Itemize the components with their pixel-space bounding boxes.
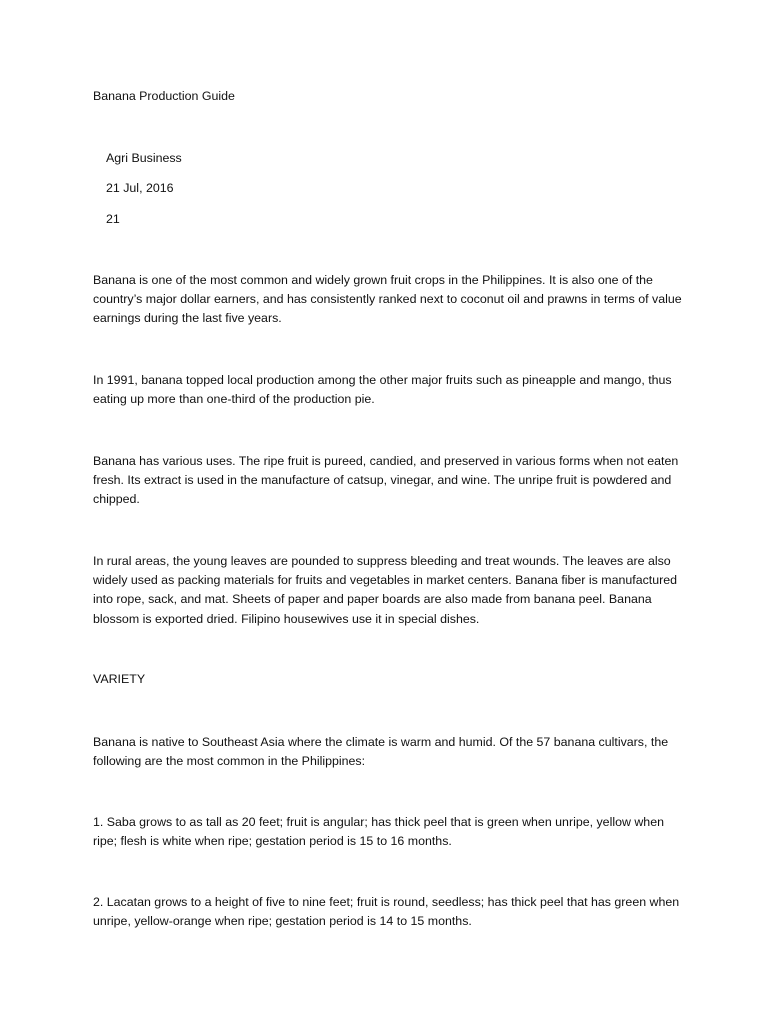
document-count: 21 xyxy=(106,212,120,226)
intro-paragraph: Banana is one of the most common and widely grown fruit crops in the Philippines. It is also one of the country’s major dollar earners, and has consistently ranked next to coconut oil and prawns in terms of value earnings during the last five years. xyxy=(93,273,682,326)
variety-item-lacatan: 2. Lacatan grows to a height of five to nine feet; fruit is round, seedless; has thick peel that has green when unripe, yellow-orange when ripe; gestation period is 14 to 15 months. xyxy=(93,895,680,929)
variety-item-saba: 1. Saba grows to as tall as 20 feet; fruit is angular; has thick peel that is green when unripe, yellow when ripe; flesh is white when ripe; gestation period is 15 to 16 months. xyxy=(93,815,664,849)
document-category: Agri Business xyxy=(106,151,182,165)
variety-intro-paragraph: Banana is native to Southeast Asia where the climate is warm and humid. Of the 57 banana cultivars, the following are the most common in the Philippines: xyxy=(93,735,669,769)
production-paragraph: In 1991, banana topped local production among the other major fruits such as pineapple and mango, thus eating up more than one-third of the production pie. xyxy=(93,373,672,407)
rural-uses-paragraph: In rural areas, the young leaves are pounded to suppress bleeding and treat wounds. The leaves are also widely used as packing materials for fruits and vegetables in market centers. Banana fiber is manufactured into rope, sack, and mat. Sheets of paper and paper boards are also made from banana peel. Banana blossom is exported dried. Filipino housewives use it in special dishes. xyxy=(93,554,678,626)
uses-paragraph: Banana has various uses. The ripe fruit is pureed, candied, and preserved in various forms when not eaten fresh. Its extract is used in the manufacture of catsup, vinegar, and wine. The unripe fruit is powdered and chipped. xyxy=(93,454,679,507)
document-date: 21 Jul, 2016 xyxy=(106,181,174,195)
document-title: Banana Production Guide xyxy=(93,89,235,103)
section-heading-variety: VARIETY xyxy=(93,672,146,686)
